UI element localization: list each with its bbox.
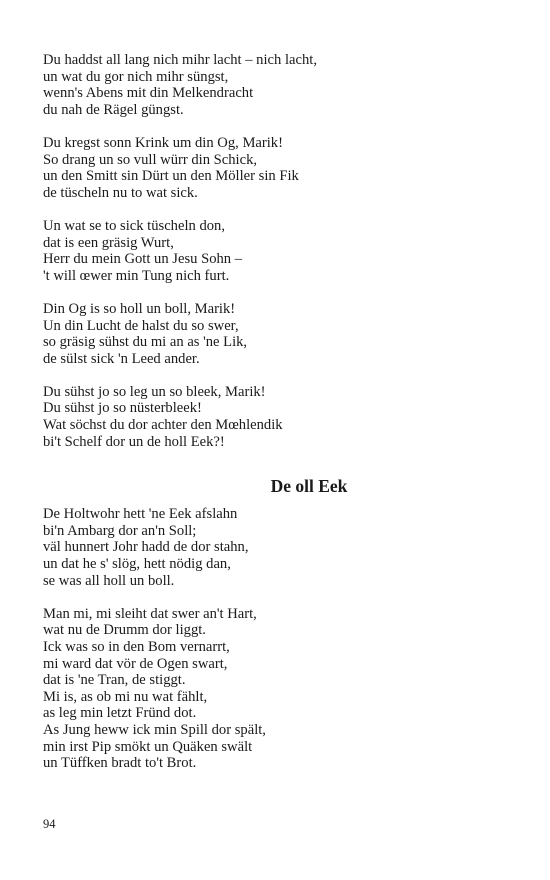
verse-line: Mi is, as ob mi nu wat fählt, — [43, 688, 208, 705]
verse-line: Ick was so in den Bom vernarrt, — [43, 639, 230, 655]
verse-line: du nah de Rägel güngst. — [43, 101, 184, 118]
verse-line: un Tüffken bradt to't Brot. — [43, 755, 197, 772]
verse-line: väl hunnert Johr hadd de dor stahn, — [43, 539, 249, 556]
verse-line: de sülst sick 'n Leed ander. — [43, 350, 200, 367]
verse-line: Du sühst jo so nüsterbleek! — [43, 400, 202, 417]
verse-line: Du sühst jo so leg un so bleek, Marik! — [43, 383, 266, 400]
verse-line: min irst Pip smökt un Quäken swält — [43, 738, 253, 755]
verse-line: dat is een gräsig Wurt, — [43, 234, 174, 251]
verse-line: So drang un so vull würr din Schick, — [43, 151, 258, 168]
stanza — [43, 606, 513, 772]
verse-line: 't will œwer min Tung nich furt. — [43, 267, 230, 284]
verse-line: de tüscheln nu to wat sick. — [43, 184, 198, 201]
stanza — [43, 506, 513, 589]
page-number: 94 — [43, 817, 56, 831]
poem-2 — [43, 476, 513, 772]
verse-line: As Jung heww ick min Spill dor spält, — [43, 721, 266, 738]
verse-line: Man mi, mi sleiht dat swer an't Hart, — [43, 605, 257, 622]
stanza — [43, 301, 513, 367]
poem-title: De oll Eek — [270, 476, 348, 497]
verse-line: Wat söchst du dor achter den Mœhlendik — [43, 417, 283, 434]
verse-line: un wat du gor nich mihr süngst, — [43, 68, 229, 85]
poem-1 — [43, 52, 513, 450]
verse-line: bi'n Ambarg dor an'n Soll; — [43, 522, 197, 539]
verse-line: Du haddst all lang nich mihr lacht – nich lacht, — [43, 52, 317, 68]
verse-line: wenn's Abens mit din Melkendracht — [43, 85, 254, 102]
verse-line: un den Smitt sin Dürt un den Möller sin Fik — [43, 168, 299, 185]
verse-line: mi ward dat vör de Ogen swart, — [43, 655, 228, 672]
verse-line: Du kregst sonn Krink um din Og, Marik! — [43, 134, 283, 151]
verse-line: se was all holl un boll. — [43, 572, 175, 589]
stanza — [43, 384, 513, 450]
verse-line: so gräsig sühst du mi an as 'ne Lik, — [43, 334, 248, 351]
verse-line: bi't Schelf dor un de holl Eek?! — [43, 433, 225, 450]
verse-line: Un din Lucht de halst du so swer, — [43, 317, 239, 334]
verse-line: wat nu de Drumm dor liggt. — [43, 622, 206, 639]
verse-line: as leg min letzt Fründ dot. — [43, 705, 197, 722]
verse-line: De Holtwohr hett 'ne Eek afslahn — [43, 506, 238, 523]
verse-line: Din Og is so holl un boll, Marik! — [43, 300, 236, 317]
page-body — [43, 52, 513, 772]
verse-line: un dat he s' slög, hett nödig dan, — [43, 556, 231, 573]
stanza — [43, 135, 513, 201]
verse-line: Un wat se to sick tüscheln don, — [43, 217, 225, 234]
stanza — [43, 218, 513, 284]
verse-line: Herr du mein Gott un Jesu Sohn – — [43, 251, 243, 268]
verse-line: dat is 'ne Tran, de stiggt. — [43, 672, 186, 689]
stanza — [43, 52, 513, 118]
